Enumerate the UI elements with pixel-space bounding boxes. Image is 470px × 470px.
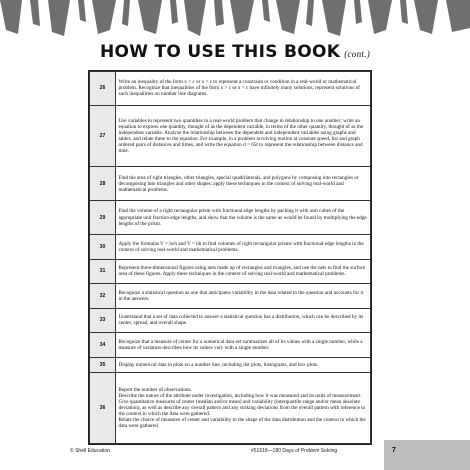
table-row — [90, 373, 371, 444]
standard-description — [116, 373, 371, 444]
standard-number: 31 — [90, 259, 116, 284]
standard-description-line: Use variables to represent two quantities in a real-world problem that change in relationship to one another; write an equation to express one quantity, thought of as the dependent variable, in terms of the other quantity, thought of as the independent variable. Analyze the relationship between the dependent and independent variables using graphs and tables, and relate these to the equation. For example, in a problem involving motion at constant speed, list and graph ordered pairs of distances and times, and write the equation d = 65t to represent the relationship between distance and time. — [118, 117, 364, 155]
standard-number: 26 — [90, 72, 116, 106]
standard-description — [116, 72, 371, 106]
table-row — [90, 235, 371, 260]
page-title — [0, 42, 470, 62]
table-row — [90, 357, 371, 372]
table-row — [90, 284, 371, 309]
standard-number: 33 — [90, 308, 116, 333]
page-number: 7 — [392, 447, 396, 454]
standard-description — [116, 167, 371, 201]
standard-description — [116, 201, 371, 235]
standard-description-line: Give quantitative measures of center (median and/or mean) and variability (interquartile range and/or mean absolute deviation), as well as describe any overall pattern and any striking deviations from the overall pattern with reference to the context in which the data were gathered. — [118, 398, 366, 418]
standards-table — [88, 70, 372, 445]
standard-description-line: Find the area of right triangles, other triangles, special quadrilaterals, and polygons by composing into rectangles or decomposing into triangles and other shapes; apply these techniques in the context of solving real-world and mathematical problems. — [118, 174, 359, 193]
standard-description — [116, 284, 371, 309]
table-row — [90, 201, 371, 235]
standard-description — [116, 105, 371, 167]
standard-number: 35 — [90, 357, 116, 372]
table-row — [90, 167, 371, 201]
footer-publisher: © Shell Education — [70, 448, 110, 454]
standards-table-grid — [89, 71, 371, 444]
standard-description — [116, 357, 371, 372]
standard-number: 36 — [90, 373, 116, 444]
standard-number: 27 — [90, 105, 116, 167]
table-row — [90, 259, 371, 284]
standard-description-line: Describe the nature of the attribute under investigation, including how it was measured and its units of measurement. — [118, 392, 362, 399]
footer-book-title: #51618—180 Days of Problem Solving — [251, 448, 338, 454]
standard-description-line: Understand that a set of data collected to answer a statistical question has a distribution, which can be described by its center, spread, and overall shape. — [118, 314, 364, 327]
standard-description-line: Write an inequality of the form x > c or x < c to represent a constraint or condition in a real-world or mathematical problem. Recognize that inequalities of the form x > c or x < c have infinitely many solutions; represent solutions of such inequalities on number line diagrams. — [118, 79, 360, 98]
standard-description — [116, 235, 371, 260]
standard-number: 28 — [90, 167, 116, 201]
standard-number: 30 — [90, 235, 116, 260]
table-row — [90, 333, 371, 358]
standard-description — [116, 308, 371, 333]
page-title-note: (cont.) — [344, 49, 371, 59]
standard-number: 32 — [90, 284, 116, 309]
table-row — [90, 72, 371, 106]
decorative-stripe-header — [0, 0, 470, 40]
page-title-text: HOW TO USE THIS BOOK — [99, 42, 341, 62]
standard-description-line: Relate the choice of measures of center and variability to the shape of the data distribution and the context in which the data were gathered. — [118, 417, 366, 430]
standard-number: 29 — [90, 201, 116, 235]
standard-description-line: Display numerical data in plots on a number line, including dot plots, histograms, and box plots. — [118, 361, 319, 368]
standard-description-line: Find the volume of a right rectangular prism with fractional edge lengths by packing it with unit cubes of the appropriate unit fraction edge lengths, and show that the volume is the same as would be found by multiplying the edge lengths of the prism. — [118, 208, 367, 227]
standard-description-line: Report the number of observations. — [118, 386, 192, 393]
standards-table-body — [90, 72, 371, 444]
standard-description-line: Recognize a statistical question as one that anticipates variability in the data related to the question and accounts for it in the answers. — [118, 289, 364, 302]
standard-number: 34 — [90, 333, 116, 358]
table-row — [90, 105, 371, 167]
page-number-tab — [384, 440, 470, 470]
standard-description — [116, 333, 371, 358]
standard-description-line: Recognize that a measure of center for a numerical data set summarizes all of its values with a single number, while a measure of variation describes how its values vary with a single number. — [118, 338, 363, 351]
standard-description-line: Represent three-dimensional figures using nets made up of rectangles and triangles, and use the nets to find the surface area of these figures. Apply these techniques in the context of solving real-world and mathematical problems. — [118, 265, 366, 278]
table-row — [90, 308, 371, 333]
stripe-pattern — [0, 0, 470, 40]
standard-description-line: Apply the formulas V = lwh and V = bh to find volumes of right rectangular prisms with fractional edge lengths in the context of solving real-world and mathematical problems. — [118, 240, 364, 253]
standard-description — [116, 259, 371, 284]
